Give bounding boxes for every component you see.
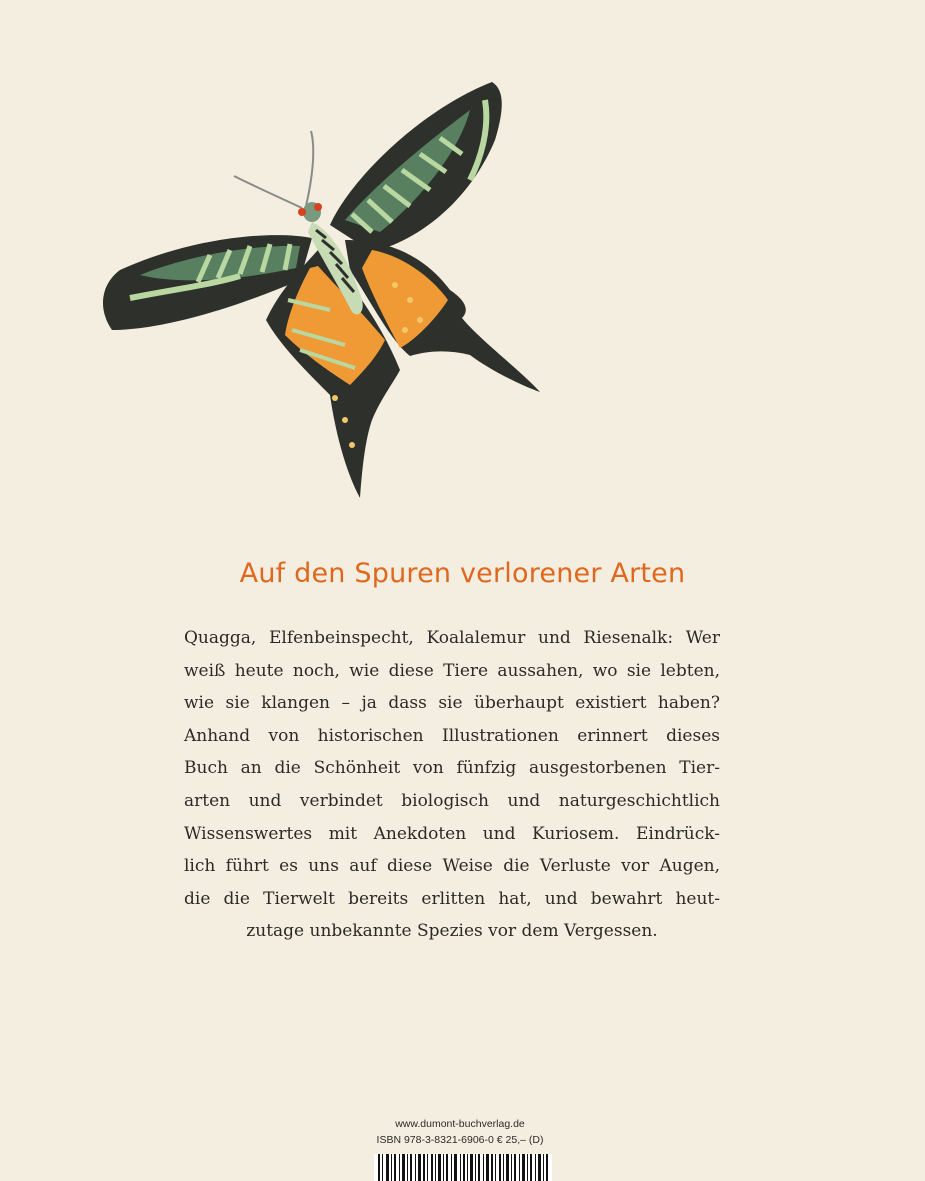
blurb-line: wie sie klangen – ja dass sie überhaupt existiert haben?: [184, 693, 720, 714]
headline: Auf den Spuren verlorener Arten: [239, 558, 686, 589]
blurb-line: lich führt es uns auf diese Weise die Verluste vor Augen,: [184, 856, 720, 877]
publisher-website: www.dumont-buchverlag.de: [395, 1118, 525, 1130]
barcode-bars: [374, 1154, 552, 1181]
blurb-line: Buch an die Schönheit von fünfzig ausgestorbenen Tier-: [184, 758, 720, 779]
blurb-line: die die Tierwelt bereits erlitten hat, und bewahrt heut-: [184, 888, 720, 909]
butterfly-illustration: [95, 78, 555, 503]
blurb-line: arten und verbindet biologisch und naturgeschichtlich: [184, 790, 720, 811]
barcode: [374, 1154, 552, 1181]
blurb-line: weiß heute noch, wie diese Tiere aussahen, wo sie lebten,: [184, 660, 720, 681]
blurb-line: Anhand von historischen Illustrationen erinnert dieses: [184, 725, 720, 746]
isbn-price: ISBN 978-3-8321-6906-0 € 25,– (D): [376, 1134, 544, 1146]
blurb-line: Wissenswertes mit Anekdoten und Kuriosem. Eindrück-: [184, 823, 720, 844]
publisher-imprint: [360, 1116, 560, 1148]
blurb-line: zutage unbekannte Spezies vor dem Vergessen.: [246, 921, 658, 942]
blurb-line: Quagga, Elfenbeinspecht, Koalalemur und Riesenalk: Wer: [184, 628, 720, 648]
blurb-text: [184, 622, 720, 948]
